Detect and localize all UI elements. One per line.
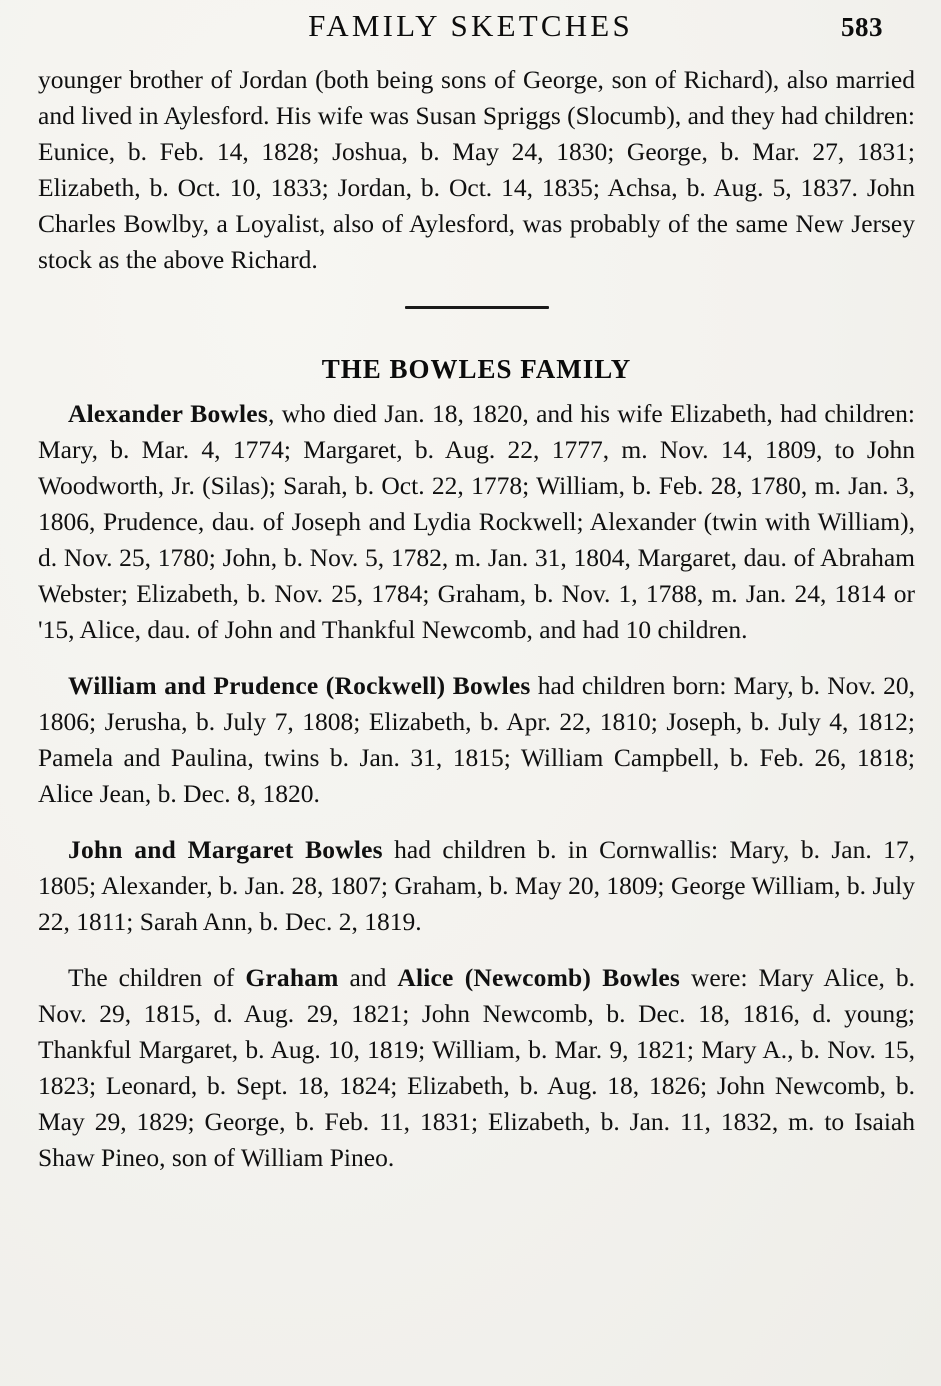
lead-name-graham: Graham <box>245 963 339 992</box>
lead-name-john-margaret-bowles: John and Margaret Bowles <box>68 835 383 864</box>
section-divider-wrap <box>38 278 915 352</box>
paragraph-text: had children born: Mary, b. Nov. 20, 1806; Jerusha, b. July 7, 1808; Elizabeth, b. Apr. 22, 1810; Joseph, b. July 4, 1812; Pamela and Paulina, twins b. Jan. 31, 1815; William Campbell, b. Feb. 26, 1818; Alice Jean, b. Dec. 8, 1820. <box>38 671 916 808</box>
lead-name-alexander-bowles: Alexander Bowles <box>68 399 268 428</box>
paragraph-continuation <box>38 62 915 278</box>
paragraph-text: younger brother of Jordan (both being sons of George, son of Richard), also married and lived in Aylesford. His wife was Susan Spriggs (Slocumb), and they had children: Eunice, b. Feb. 14, 1828; Joshua, b. May 24, 1830; George, b. Mar. 27, 1831; Elizabeth, b. Oct. 10, 1833; Jordan, b. Oct. 14, 1835; Achsa, b. Aug. 5, 1837. John Charles Bowlby, a Loyalist, also of Aylesford, was probably of the same New Jersey stock as the above Richard. <box>38 65 915 274</box>
lead-name-alice-newcomb-bowles: Alice (Newcomb) Bowles <box>397 963 680 992</box>
running-header <box>38 0 903 62</box>
section-heading: THE BOWLES FAMILY <box>321 354 632 384</box>
text-column <box>38 62 915 1176</box>
lead-name-william-prudence-bowles: William and Prudence (Rockwell) Bowles <box>68 671 531 700</box>
paragraph-william-prudence-bowles <box>38 668 915 812</box>
paragraph-text-mid: and <box>338 963 398 992</box>
page-number: 583 <box>841 12 883 42</box>
paragraph-graham-alice-bowles <box>38 960 915 1176</box>
paragraph-text: had children b. in Cornwallis: Mary, b. Jan. 17, 1805; Alexander, b. Jan. 28, 1807; Graham, b. May 20, 1809; George William, b. July 22, 1811; Sarah Ann, b. Dec. 2, 1819. <box>38 835 915 936</box>
paragraph-john-margaret-bowles <box>38 832 915 940</box>
paragraph-text: , who died Jan. 18, 1820, and his wife Elizabeth, had children: Mary, b. Mar. 4, 1774; Margaret, b. Aug. 22, 1777, m. Nov. 14, 1809, to John Woodworth, Jr. (Silas); Sarah, b. Oct. 22, 1778; William, b. Feb. 28, 1780, m. Jan. 3, 1806, Prudence, dau. of Joseph and Lydia Rockwell; Alexander (twin with William), d. Nov. 25, 1780; John, b. Nov. 5, 1782, m. Jan. 31, 1804, Margaret, dau. of Abraham Webster; Elizabeth, b. Nov. 25, 1784; Graham, b. Nov. 1, 1788, m. Jan. 24, 1814 or '15, Alice, dau. of John and Thankful Newcomb, and had 10 children. <box>38 399 915 644</box>
paragraph-alexander-bowles <box>38 396 915 648</box>
running-head-title: FAMILY SKETCHES <box>308 8 633 43</box>
paragraph-text: were: Mary Alice, b. Nov. 29, 1815, d. Aug. 29, 1821; John Newcomb, b. Dec. 18, 1816, d. young; Thankful Margaret, b. Aug. 10, 1819; William, b. Mar. 9, 1821; Mary A., b. Nov. 15, 1823; Leonard, b. Sept. 18, 1824; Elizabeth, b. Aug. 18, 1826; John Newcomb, b. May 29, 1829; George, b. Feb. 11, 1831; Elizabeth, b. Jan. 11, 1832, m. to Isaiah Shaw Pineo, son of William Pineo. <box>38 963 915 1172</box>
section-divider-rule <box>405 306 549 309</box>
paragraph-text-pre: The children of <box>68 963 246 992</box>
